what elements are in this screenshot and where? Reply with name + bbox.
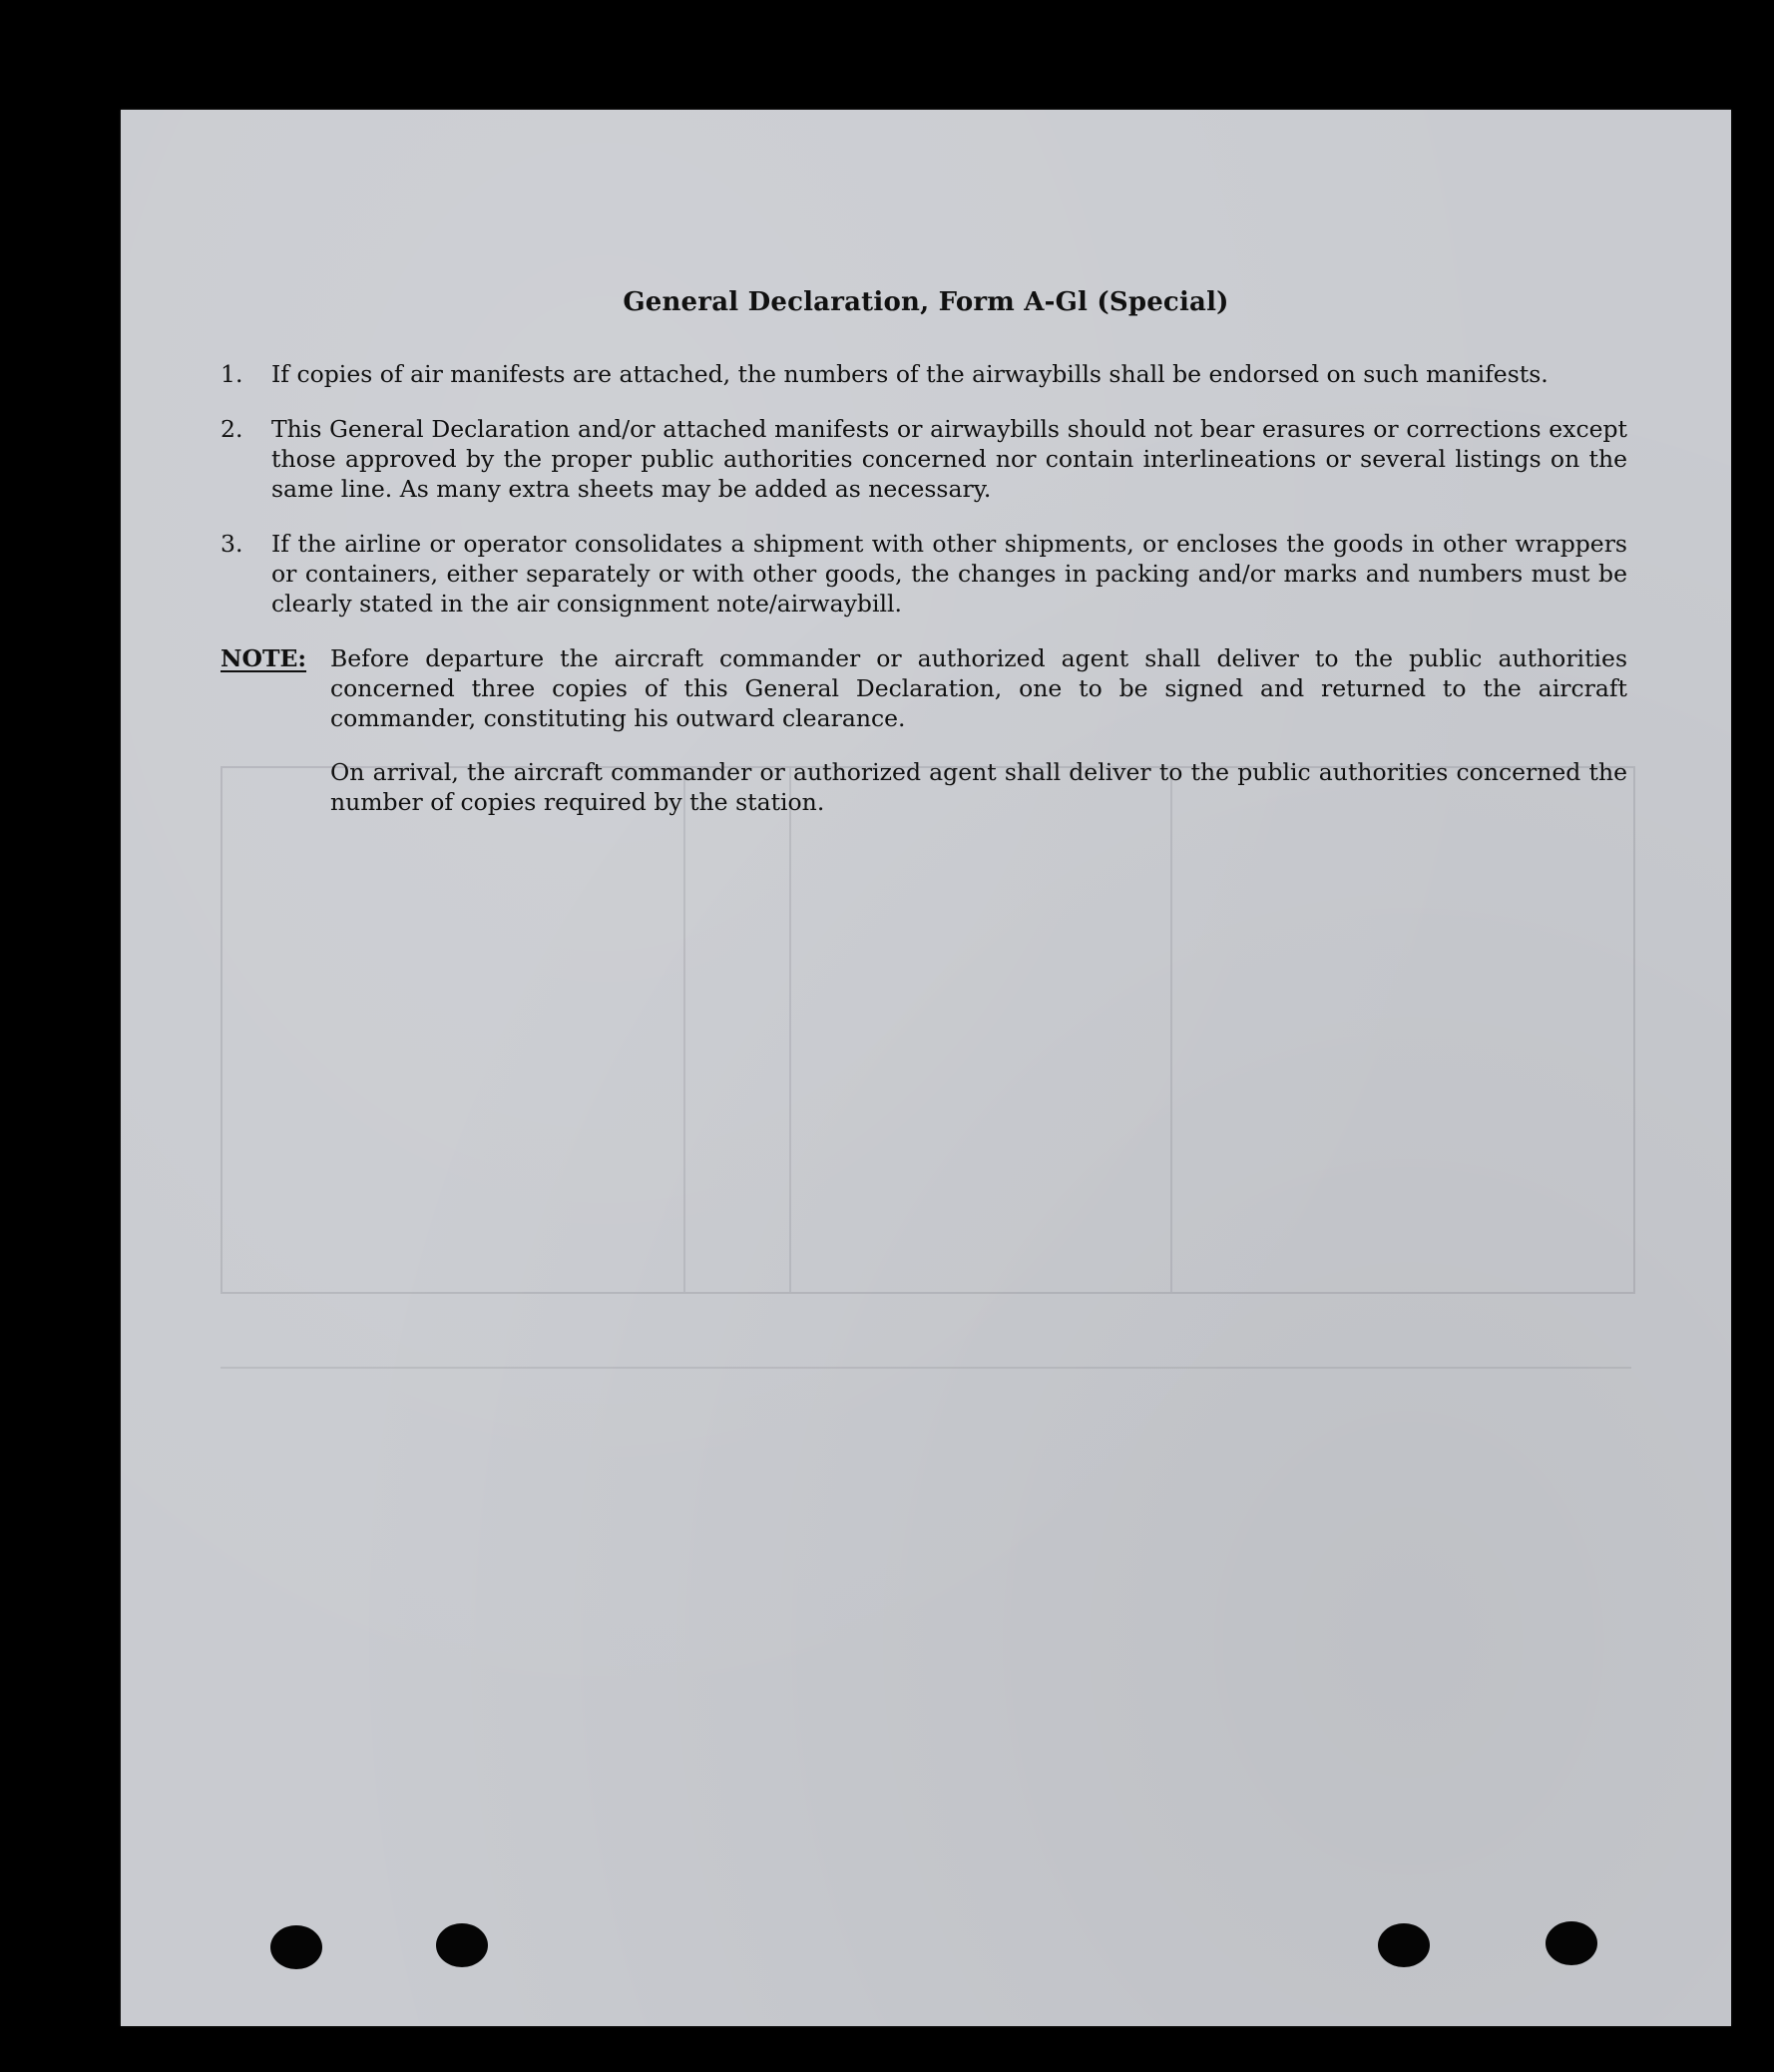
item-text: If copies of air manifests are attached, the numbers of the airwaybills shall be endorsed on such manifests. bbox=[271, 360, 1549, 388]
item-number: 1. bbox=[221, 360, 243, 388]
bleed-through-column-line bbox=[683, 768, 685, 1292]
note-section bbox=[221, 643, 1627, 817]
bleed-through-table bbox=[221, 766, 1635, 1294]
bleed-through-rule bbox=[221, 1367, 1631, 1369]
item-number: 3. bbox=[221, 530, 243, 558]
item-number: 2. bbox=[221, 415, 243, 443]
note-paragraph: Before departure the aircraft commander or authorized agent shall deliver to the public authorities concerned three copies of this General Declaration, one to be signed and returned to the aircraft commander, constituting his outward clearance. bbox=[330, 644, 1627, 732]
item-text: This General Declaration and/or attached manifests or airwaybills should not bear erasures or corrections except those approved by the proper public authorities concerned nor contain interlineations or several listings on the same line. As many extra sheets may be added as necessary. bbox=[271, 415, 1627, 503]
bleed-through-column-line bbox=[789, 768, 791, 1292]
punch-hole bbox=[1546, 1921, 1597, 1965]
note-label: NOTE: bbox=[221, 644, 307, 672]
instruction-item bbox=[221, 414, 1627, 504]
page-title: General Declaration, Form A-Gl (Special) bbox=[623, 287, 1229, 317]
bleed-through-column-line bbox=[1170, 768, 1172, 1292]
document-page bbox=[121, 110, 1731, 2026]
punch-hole bbox=[436, 1923, 488, 1967]
note-paragraph: On arrival, the aircraft commander or authorized agent shall deliver to the public authorities concerned the number of copies required by the station. bbox=[330, 758, 1627, 816]
punch-hole bbox=[1378, 1923, 1430, 1967]
instruction-item bbox=[221, 529, 1627, 619]
punch-hole bbox=[270, 1925, 322, 1969]
item-text: If the airline or operator consolidates a shipment with other shipments, or encloses the goods in other wrappers or containers, either separately or with other goods, the changes in packing and/or marks and numbers must be clearly stated in the air consignment note/airwaybill. bbox=[271, 530, 1627, 618]
instruction-item bbox=[221, 359, 1627, 389]
